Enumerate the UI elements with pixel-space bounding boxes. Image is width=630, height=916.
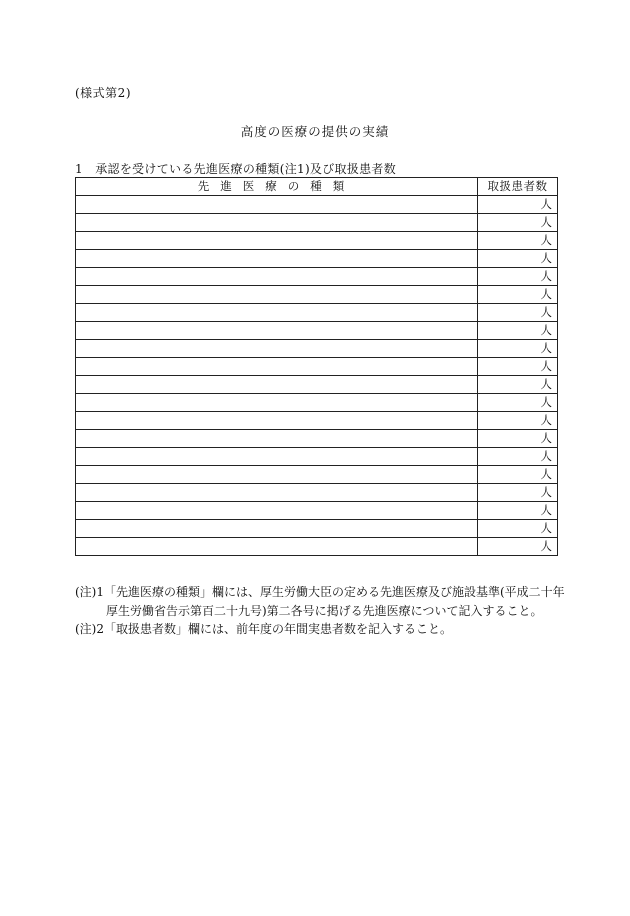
patient-count-cell[interactable]	[478, 520, 558, 538]
patient-count-unit: 人	[540, 215, 552, 229]
care-type-cell[interactable]	[76, 466, 478, 484]
care-type-cell[interactable]	[76, 232, 478, 250]
patient-count-unit: 人	[540, 431, 552, 445]
care-type-cell[interactable]	[76, 340, 478, 358]
care-type-cell[interactable]	[76, 520, 478, 538]
care-type-cell[interactable]	[76, 214, 478, 232]
table-body	[76, 196, 558, 556]
header-patient-count: 取扱患者数	[478, 178, 558, 196]
patient-count-unit: 人	[540, 197, 552, 211]
patient-count-unit: 人	[540, 413, 552, 427]
patient-count-unit: 人	[540, 323, 552, 337]
table-row	[76, 250, 558, 268]
patient-count-cell[interactable]	[478, 430, 558, 448]
table-row	[76, 430, 558, 448]
patient-count-cell[interactable]	[478, 340, 558, 358]
table-row	[76, 214, 558, 232]
table-row	[76, 268, 558, 286]
patient-count-cell[interactable]	[478, 232, 558, 250]
table-row	[76, 484, 558, 502]
patient-count-unit: 人	[540, 503, 552, 517]
table-row	[76, 520, 558, 538]
table-row	[76, 502, 558, 520]
care-type-cell[interactable]	[76, 484, 478, 502]
table-row	[76, 322, 558, 340]
patient-count-unit: 人	[540, 377, 552, 391]
patient-count-cell[interactable]	[478, 412, 558, 430]
table-row	[76, 232, 558, 250]
patient-count-cell[interactable]	[478, 268, 558, 286]
document-title: 高度の医療の提供の実績	[240, 124, 390, 139]
patient-count-unit: 人	[540, 521, 552, 535]
patient-count-unit: 人	[540, 467, 552, 481]
patient-count-cell[interactable]	[478, 196, 558, 214]
patient-count-cell[interactable]	[478, 214, 558, 232]
care-type-cell[interactable]	[76, 358, 478, 376]
patient-count-unit: 人	[540, 539, 552, 553]
table-row	[76, 448, 558, 466]
table-row	[76, 466, 558, 484]
care-type-cell[interactable]	[76, 376, 478, 394]
patient-count-cell[interactable]	[478, 448, 558, 466]
patient-count-cell[interactable]	[478, 250, 558, 268]
patient-count-cell[interactable]	[478, 304, 558, 322]
table-row	[76, 304, 558, 322]
patient-count-unit: 人	[540, 269, 552, 283]
patient-count-unit: 人	[540, 359, 552, 373]
patient-count-cell[interactable]	[478, 484, 558, 502]
table-row	[76, 394, 558, 412]
note-2: (注)2「取扱患者数」欄には、前年度の年間実患者数を記入すること。	[75, 622, 453, 636]
table-row	[76, 196, 558, 214]
care-type-cell[interactable]	[76, 304, 478, 322]
note-1: (注)1「先進医療の種類」欄には、厚生労働大臣の定める先進医療及び施設基準(平成二十年厚生労働省告示第百二十九号)第二各号に掲げる先進医療について記入すること。	[75, 585, 565, 618]
care-type-cell[interactable]	[76, 502, 478, 520]
patient-count-cell[interactable]	[478, 394, 558, 412]
patient-count-unit: 人	[540, 305, 552, 319]
care-type-cell[interactable]	[76, 538, 478, 556]
patient-count-unit: 人	[540, 287, 552, 301]
care-type-cell[interactable]	[76, 268, 478, 286]
patient-count-cell[interactable]	[478, 502, 558, 520]
notes-section	[75, 583, 565, 639]
patient-count-cell[interactable]	[478, 538, 558, 556]
care-type-cell[interactable]	[76, 394, 478, 412]
table-row	[76, 412, 558, 430]
patient-count-unit: 人	[540, 395, 552, 409]
care-type-cell[interactable]	[76, 412, 478, 430]
patient-count-cell[interactable]	[478, 466, 558, 484]
care-type-cell[interactable]	[76, 250, 478, 268]
patient-count-unit: 人	[540, 341, 552, 355]
care-type-cell[interactable]	[76, 322, 478, 340]
table-header-row	[76, 178, 558, 196]
header-care-type: 先進医療の種類	[76, 178, 478, 196]
patient-count-cell[interactable]	[478, 286, 558, 304]
patient-count-cell[interactable]	[478, 322, 558, 340]
table-row	[76, 358, 558, 376]
patient-count-unit: 人	[540, 485, 552, 499]
patient-count-cell[interactable]	[478, 376, 558, 394]
patient-count-unit: 人	[540, 233, 552, 247]
patient-count-cell[interactable]	[478, 358, 558, 376]
form-number-label: (様式第2)	[75, 86, 131, 100]
patient-count-unit: 人	[540, 251, 552, 265]
table-row	[76, 538, 558, 556]
care-type-cell[interactable]	[76, 196, 478, 214]
table-row	[76, 340, 558, 358]
advanced-medical-care-table	[75, 177, 558, 556]
table-row	[76, 376, 558, 394]
care-type-cell[interactable]	[76, 286, 478, 304]
care-type-cell[interactable]	[76, 430, 478, 448]
section-heading: 1 承認を受けている先進医療の種類(注1)及び取扱患者数	[75, 162, 397, 176]
care-type-cell[interactable]	[76, 448, 478, 466]
patient-count-unit: 人	[540, 449, 552, 463]
table-row	[76, 286, 558, 304]
